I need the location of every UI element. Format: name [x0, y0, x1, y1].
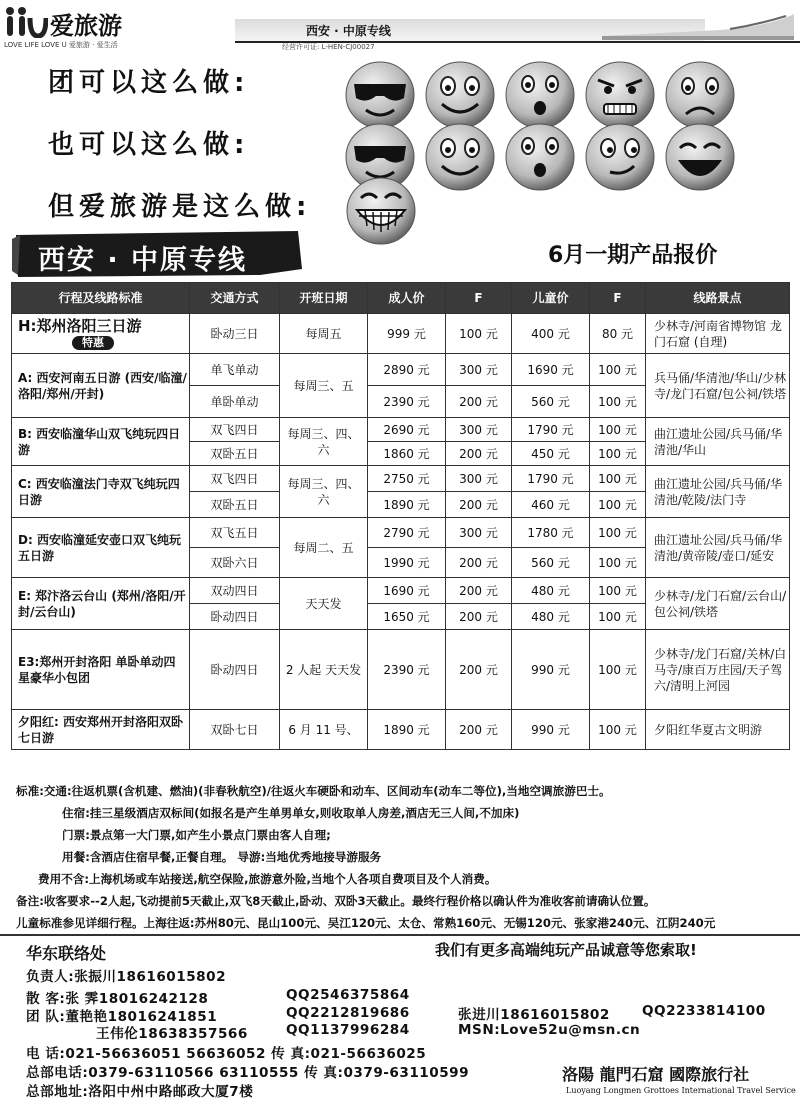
- cool-face-icon: [344, 60, 416, 130]
- grin-face-icon: [345, 176, 417, 246]
- route-cell: C: 西安临潼法门寺双飞纯玩四日游: [12, 466, 190, 518]
- child-price-cell: 560 元: [512, 548, 590, 578]
- note-line: 儿童标准参见详细行程。上海往返:苏州80元、昆山100元、吴江120元、太仓、常熟160元、无锡120元、张家港240元、江阴240元: [16, 916, 716, 930]
- child-f-cell: 100 元: [590, 630, 646, 710]
- surprised-face-icon: [504, 60, 576, 130]
- transport-cell: 双飞五日: [190, 518, 280, 548]
- contact-qq: QQ1137996284: [286, 1022, 410, 1038]
- dates-cell: 6 月 11 号、: [280, 710, 368, 750]
- adult-price-cell: 1690 元: [368, 578, 446, 604]
- surprised-face-icon: [504, 122, 576, 192]
- slogan-1: 团可以这么做:: [48, 68, 250, 98]
- transport-cell: 双卧七日: [190, 710, 280, 750]
- col-header-sights: 线路景点: [646, 283, 790, 314]
- adult-price-cell: 999 元: [368, 314, 446, 354]
- contact-qq: QQ2212819686: [286, 1005, 410, 1021]
- contact-group-3: 王伟伦18638357566: [96, 1026, 248, 1042]
- col-header-f-child: F: [590, 283, 646, 314]
- route-cell: A: 西安河南五日游 (西安/临潼/洛阳/郑州/开封): [12, 354, 190, 418]
- adult-price-cell: 2790 元: [368, 518, 446, 548]
- f-cell: 200 元: [446, 492, 512, 518]
- f-cell: 200 元: [446, 710, 512, 750]
- train-icon: [600, 6, 796, 46]
- header-title: 西安 · 中原专线: [306, 24, 391, 38]
- transport-cell: 双卧五日: [190, 492, 280, 518]
- slogan-2: 也可以这么做:: [48, 130, 250, 160]
- transport-cell: 双动四日: [190, 578, 280, 604]
- transport-cell: 单飞单动: [190, 354, 280, 386]
- contact-qq: QQ2233814100: [642, 1003, 766, 1019]
- child-f-cell: 100 元: [590, 492, 646, 518]
- child-f-cell: 100 元: [590, 548, 646, 578]
- smile-face-icon: [424, 60, 496, 130]
- dates-cell: 2 人起 天天发: [280, 630, 368, 710]
- dates-cell: 每周二、五: [280, 518, 368, 578]
- child-price-cell: 1780 元: [512, 518, 590, 548]
- logo-slogan: LOVE LIFE LOVE U 爱旅游 · 爱生活: [4, 41, 118, 49]
- adult-price-cell: 1650 元: [368, 604, 446, 630]
- f-cell: 200 元: [446, 604, 512, 630]
- child-f-cell: 100 元: [590, 604, 646, 630]
- contact-divider: [0, 934, 800, 936]
- banner-title: 西安 · 中原专线: [38, 245, 248, 276]
- child-f-cell: 100 元: [590, 578, 646, 604]
- price-list-title: 6月一期产品报价: [548, 243, 718, 268]
- grimace-face-icon: [584, 60, 656, 130]
- f-cell: 200 元: [446, 442, 512, 466]
- dates-cell: 天天发: [280, 578, 368, 630]
- sights-cell: 少林寺/龙门石窟/云台山/包公祠/铁塔: [646, 578, 790, 630]
- table-row: [12, 418, 790, 442]
- dates-cell: 每周三、四、六: [280, 466, 368, 518]
- transport-cell: 双飞四日: [190, 418, 280, 442]
- table-row: [12, 710, 790, 750]
- dates-cell: 每周三、五: [280, 354, 368, 418]
- child-f-cell: 100 元: [590, 518, 646, 548]
- transport-cell: 双卧六日: [190, 548, 280, 578]
- logo-text: 爱旅游: [50, 12, 122, 40]
- child-price-cell: 480 元: [512, 578, 590, 604]
- sights-cell: 兵马俑/华清池/华山/少林寺/龙门石窟/包公祠/铁塔: [646, 354, 790, 418]
- sights-cell: 曲江遗址公园/兵马俑/华清池/华山: [646, 418, 790, 466]
- note-line: 备注:收客要求--2人起,飞动提前5天截止,双飞8天截止,卧动、双卧3天截止。最终行程价格以确认件为准收客前请确认位置。: [16, 894, 656, 908]
- note-line: 费用不含:上海机场或车站接送,航空保险,旅游意外险,当地个人各项自费项目及个人消费。: [38, 872, 497, 886]
- child-f-cell: 100 元: [590, 442, 646, 466]
- hq-phone: 总部电话:0379-63110566 63110555 传 真:0379-63110599: [26, 1065, 470, 1081]
- col-header-adult-price: 成人价: [368, 283, 446, 314]
- child-price-cell: 1790 元: [512, 466, 590, 492]
- route-name: H:郑州洛阳三日游: [18, 316, 142, 335]
- adult-price-cell: 1990 元: [368, 548, 446, 578]
- logo-people-icon: [4, 6, 48, 38]
- transport-cell: 卧动四日: [190, 604, 280, 630]
- child-f-cell: 100 元: [590, 354, 646, 386]
- adult-price-cell: 1860 元: [368, 442, 446, 466]
- child-price-cell: 560 元: [512, 386, 590, 418]
- f-cell: 200 元: [446, 630, 512, 710]
- smirk-face-icon: [584, 122, 656, 192]
- col-header-f: F: [446, 283, 512, 314]
- adult-price-cell: 1890 元: [368, 492, 446, 518]
- child-price-cell: 480 元: [512, 604, 590, 630]
- table-row: [12, 354, 790, 386]
- note-line: 标准:交通:往返机票(含机建、燃油)(非春秋航空)/往返火车硬卧和动车、区间动车(动车二等位),当地空调旅游巴士。: [16, 784, 611, 798]
- sad-face-icon: [664, 60, 736, 130]
- child-price-cell: 450 元: [512, 442, 590, 466]
- contact-msn: MSN:Love52u@msn.cn: [458, 1022, 641, 1038]
- sights-cell: 曲江遗址公园/兵马俑/华清池/黄帝陵/壶口/延安: [646, 518, 790, 578]
- sights-cell: 少林寺/龙门石窟/关林/白马寺/康百万庄园/天子驾六/清明上河园: [646, 630, 790, 710]
- contact-manager: 负责人:张振川18616015802: [26, 969, 227, 985]
- sights-cell: 夕阳红华夏古文明游: [646, 710, 790, 750]
- contact-heading: 华东联络处: [26, 944, 107, 963]
- contact-qq: QQ2546375864: [286, 987, 410, 1003]
- child-price-cell: 1690 元: [512, 354, 590, 386]
- laughing-face-icon: [664, 122, 736, 192]
- f-cell: 300 元: [446, 418, 512, 442]
- contact-individual: 散 客:张 霁18016242128: [26, 991, 209, 1007]
- child-price-cell: 990 元: [512, 630, 590, 710]
- page-header: [0, 0, 800, 52]
- transport-cell: 卧动四日: [190, 630, 280, 710]
- table-row: [12, 578, 790, 604]
- sights-cell: 曲江遗址公园/兵马俑/华清池/乾陵/法门寺: [646, 466, 790, 518]
- agency-name: 洛陽 龍門石窟 國際旅行社: [562, 1065, 750, 1084]
- terms-notes: [16, 780, 792, 934]
- adult-price-cell: 2690 元: [368, 418, 446, 442]
- route-cell: B: 西安临潼华山双飞纯玩四日游: [12, 418, 190, 466]
- note-line: 用餐:含酒店住宿早餐,正餐自理。 导游:当地优秀地接导游服务: [62, 850, 382, 864]
- note-line: 住宿:挂三星级酒店双标间(如报名是产生单男单女,则收取单人房差,酒店无三人间,不加床): [62, 806, 520, 820]
- f-cell: 300 元: [446, 466, 512, 492]
- route-cell: D: 西安临潼延安壶口双飞纯玩五日游: [12, 518, 190, 578]
- license-number: 经营许可证: L-HEN-CJ00027: [282, 43, 375, 51]
- contact-note: 我们有更多高端纯玩产品诚意等您索取!: [435, 941, 697, 959]
- hq-address: 总部地址:洛阳中州中路邮政大厦7楼: [26, 1084, 254, 1100]
- col-header-child-price: 儿童价: [512, 283, 590, 314]
- price-table: [11, 282, 790, 750]
- child-price-cell: 460 元: [512, 492, 590, 518]
- child-f-cell: 100 元: [590, 418, 646, 442]
- table-row: [12, 466, 790, 492]
- table-header-row: [12, 283, 790, 314]
- transport-cell: 双卧五日: [190, 442, 280, 466]
- adult-price-cell: 2390 元: [368, 630, 446, 710]
- f-cell: 100 元: [446, 314, 512, 354]
- smile-face-icon: [424, 122, 496, 192]
- transport-cell: 双飞四日: [190, 466, 280, 492]
- child-price-cell: 400 元: [512, 314, 590, 354]
- route-cell: E3:郑州开封洛阳 单卧单动四星豪华小包团: [12, 630, 190, 710]
- f-cell: 200 元: [446, 386, 512, 418]
- f-cell: 200 元: [446, 548, 512, 578]
- child-price-cell: 1790 元: [512, 418, 590, 442]
- contact-phone: 电 话:021-56636051 56636052 传 真:021-56636025: [26, 1046, 427, 1062]
- f-cell: 300 元: [446, 518, 512, 548]
- adult-price-cell: 2890 元: [368, 354, 446, 386]
- child-f-cell: 100 元: [590, 466, 646, 492]
- route-cell: [12, 314, 190, 354]
- child-f-cell: 100 元: [590, 386, 646, 418]
- child-f-cell: 100 元: [590, 710, 646, 750]
- route-cell: 夕阳红: 西安郑州开封洛阳双卧七日游: [12, 710, 190, 750]
- col-header-dates: 开班日期: [280, 283, 368, 314]
- note-line: 门票:景点第一大门票,如产生小景点门票由客人自理;: [62, 828, 331, 842]
- dates-cell: 每周五: [280, 314, 368, 354]
- contact-group: 团 队:董艳艳18016241851: [26, 1009, 218, 1025]
- sights-cell: 少林寺/河南省博物馆 龙门石窟 (自理): [646, 314, 790, 354]
- adult-price-cell: 2750 元: [368, 466, 446, 492]
- table-row: [12, 518, 790, 548]
- agency-name-en: Luoyang Longmen Grottoes International Travel Service: [566, 1086, 796, 1095]
- table-row: [12, 630, 790, 710]
- dates-cell: 每周三、四、六: [280, 418, 368, 466]
- f-cell: 200 元: [446, 578, 512, 604]
- table-row: [12, 314, 790, 354]
- contact-group-2: 张进川18616015802: [458, 1007, 610, 1023]
- special-badge: 特惠: [72, 336, 114, 350]
- transport-cell: 卧动三日: [190, 314, 280, 354]
- route-cell: E: 郑汴洛云台山 (郑州/洛阳/开封/云台山): [12, 578, 190, 630]
- child-f-cell: 80 元: [590, 314, 646, 354]
- col-header-route: 行程及线路标准: [12, 283, 190, 314]
- col-header-transport: 交通方式: [190, 283, 280, 314]
- child-price-cell: 990 元: [512, 710, 590, 750]
- adult-price-cell: 2390 元: [368, 386, 446, 418]
- slogan-3: 但爱旅游是这么做:: [48, 192, 312, 222]
- f-cell: 300 元: [446, 354, 512, 386]
- transport-cell: 单卧单动: [190, 386, 280, 418]
- adult-price-cell: 1890 元: [368, 710, 446, 750]
